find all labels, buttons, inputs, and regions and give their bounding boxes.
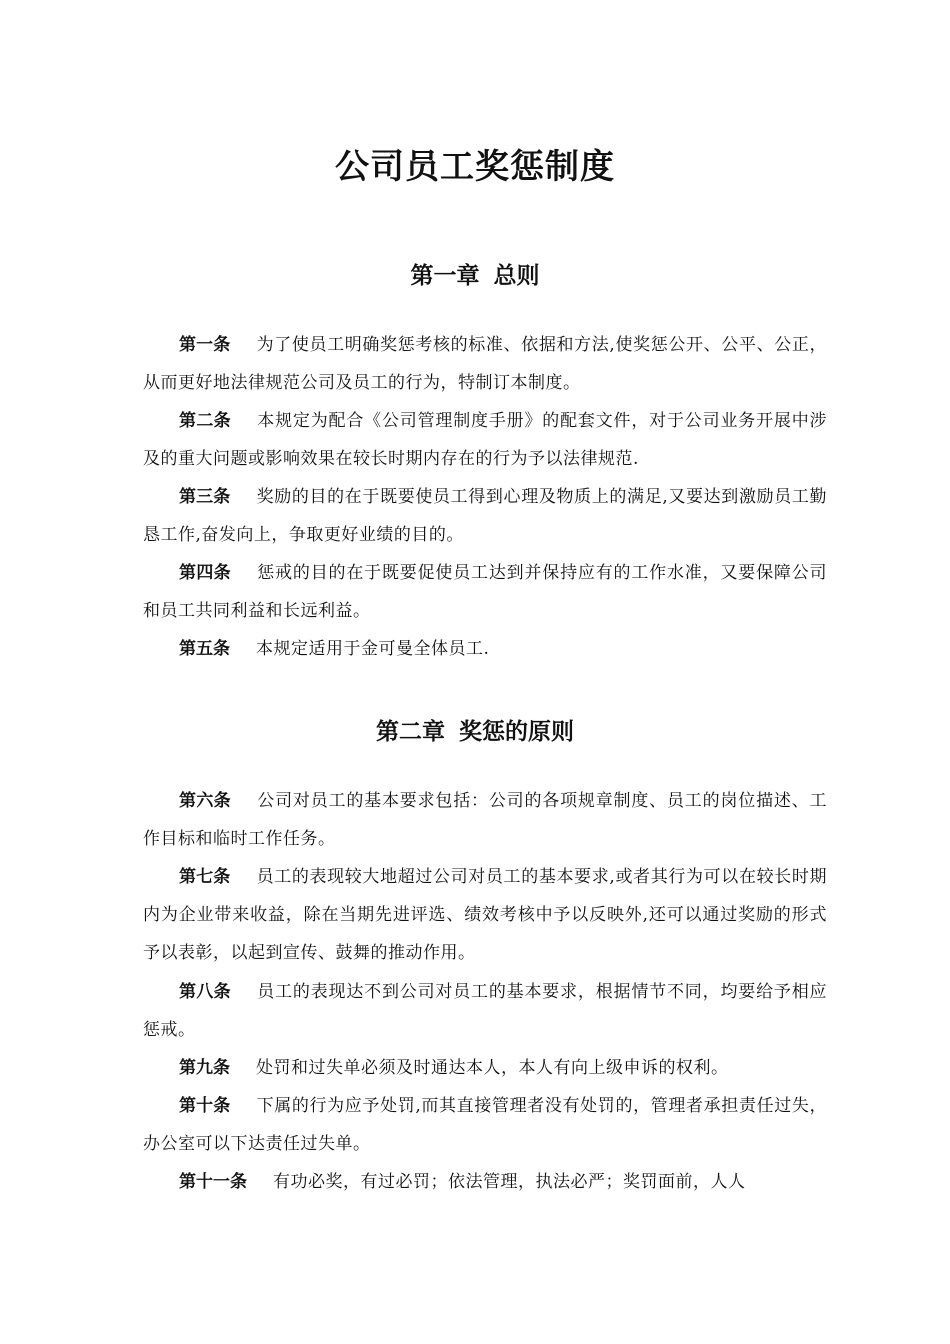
- chapter-2-name: 奖惩的原则: [459, 719, 574, 745]
- article-2: [143, 402, 827, 478]
- chapter-2-number: 第二章: [376, 719, 445, 745]
- article-text: 本规定为配合《公司管理制度手册》的配套文件，对于公司业务开展中涉及的重大问题或影响效果在较长时期内存在的行为予以法律规范.: [143, 411, 828, 469]
- article-label: 第三条: [179, 487, 231, 507]
- article-text: 为了使员工明确奖惩考核的标准、依据和方法,使奖惩公开、公平、公正，从而更好地法律规范公司及员工的行为，特制订本制度。: [143, 335, 828, 393]
- article-3: [143, 478, 827, 554]
- article-label: 第七条: [179, 867, 231, 887]
- article-label: 第二条: [179, 411, 231, 431]
- article-8: [143, 973, 827, 1049]
- document-title: 公司员工奖惩制度: [335, 147, 615, 187]
- article-9: [143, 1049, 827, 1087]
- article-5: [143, 630, 827, 668]
- article-label: 第十一条: [179, 1172, 247, 1192]
- article-text: 惩戒的目的在于既要促使员工达到并保持应有的工作水准，又要保障公司和员工共同利益和长远利益。: [143, 563, 828, 621]
- article-label: 第一条: [179, 335, 231, 355]
- article-label: 第五条: [179, 639, 230, 659]
- article-1: [143, 326, 827, 402]
- chapter-2-heading: [0, 715, 950, 749]
- article-text: 员工的表现较大地超过公司对员工的基本要求,或者其行为可以在较长时期内为企业带来收益，除在当期先进评选、绩效考核中予以反映外,还可以通过奖励的形式予以表彰，以起到宣传、鼓舞的推动作用。: [143, 867, 828, 963]
- article-text: 本规定适用于金可曼全体员工.: [256, 639, 490, 659]
- article-text: 有功必奖，有过必罚；依法管理，执法必严；奖罚面前，人人: [273, 1172, 746, 1192]
- article-label: 第六条: [179, 791, 231, 811]
- article-label: 第九条: [179, 1058, 230, 1078]
- chapter-1-heading: [0, 259, 950, 293]
- article-6: [143, 782, 827, 858]
- chapter-1-name: 总则: [493, 263, 540, 289]
- article-label: 第十条: [179, 1096, 231, 1116]
- article-11: [143, 1163, 827, 1201]
- chapter-1-number: 第一章: [410, 263, 480, 289]
- article-7: [143, 858, 827, 972]
- article-label: 第四条: [179, 563, 231, 583]
- article-4: [143, 554, 827, 630]
- article-10: [143, 1087, 827, 1163]
- article-label: 第八条: [179, 982, 231, 1002]
- article-text: 员工的表现达不到公司对员工的基本要求，根据情节不同，均要给予相应惩戒。: [143, 982, 828, 1040]
- article-text: 奖励的目的在于既要使员工得到心理及物质上的满足,又要达到激励员工勤恳工作,奋发向上，争取更好业绩的目的。: [143, 487, 828, 545]
- article-text: 下属的行为应予处罚,而其直接管理者没有处罚的，管理者承担责任过失，办公室可以下达责任过失单。: [143, 1096, 828, 1154]
- article-text: 处罚和过失单必须及时通达本人，本人有向上级申诉的权利。: [256, 1058, 729, 1078]
- article-text: 公司对员工的基本要求包括：公司的各项规章制度、员工的岗位描述、工作目标和临时工作任务。: [143, 791, 828, 849]
